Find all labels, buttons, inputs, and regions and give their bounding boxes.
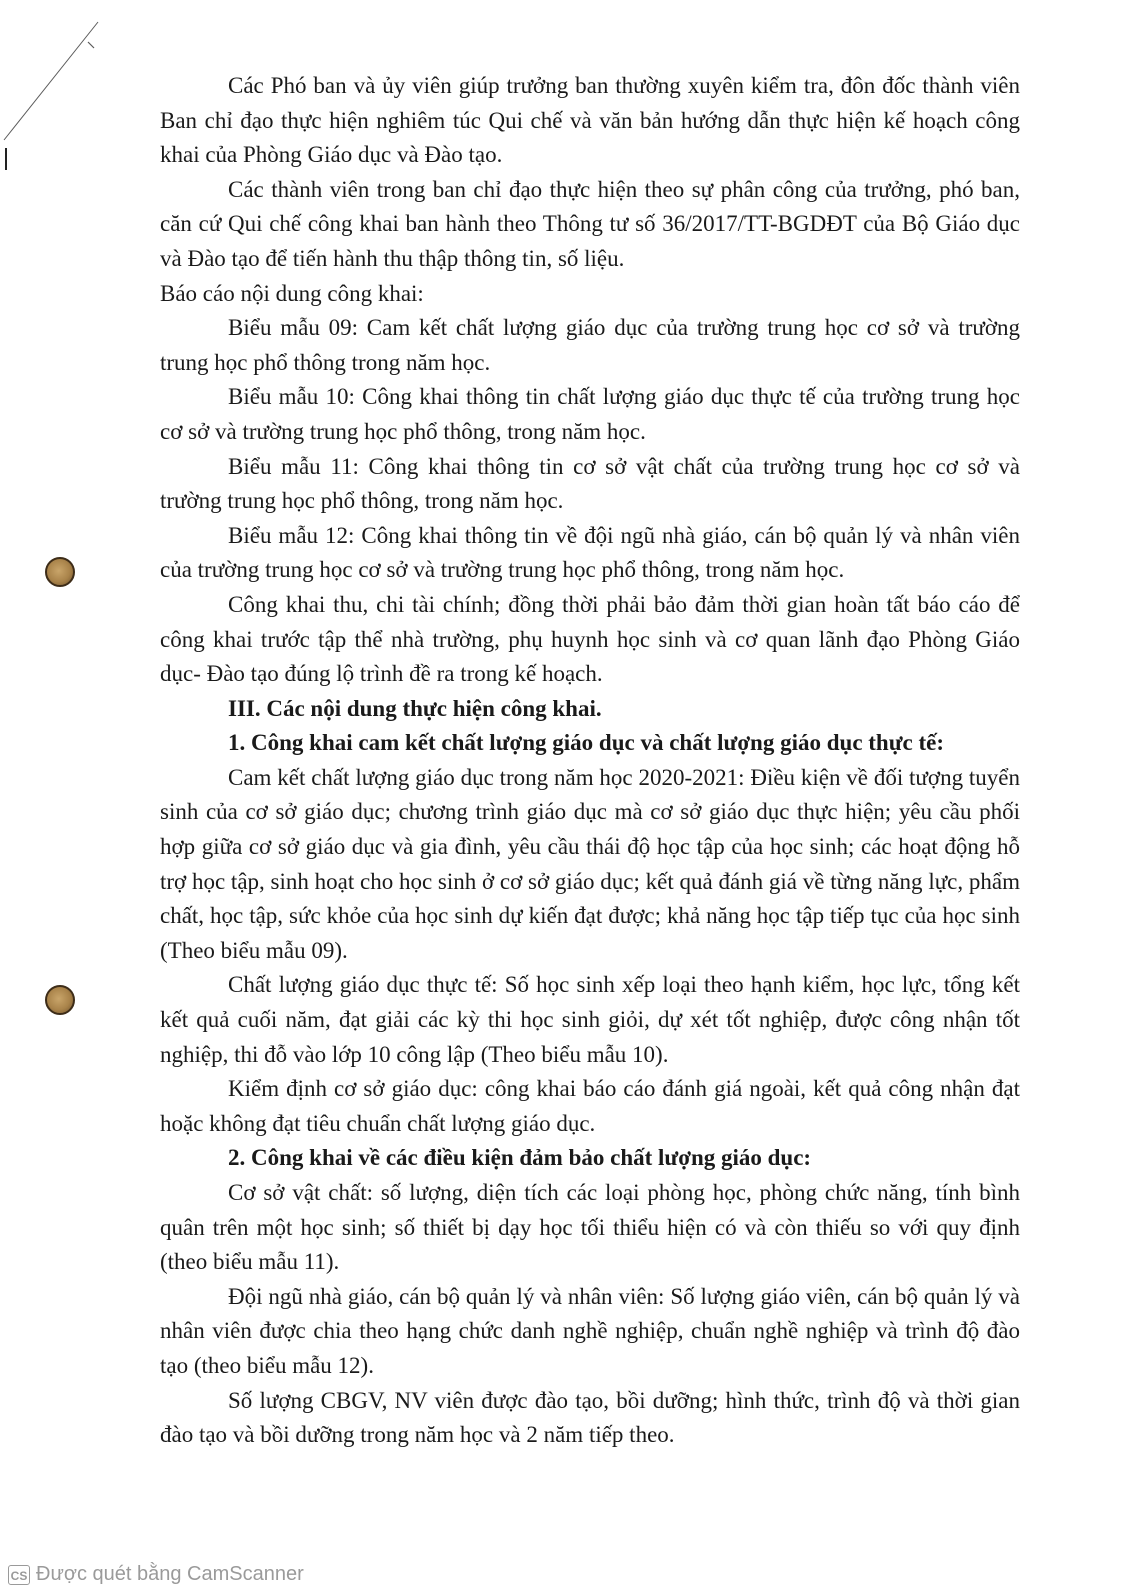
paragraph: Biểu mẫu 11: Công khai thông tin cơ sở vật chất của trường trung học cơ sở và trường trung học phổ thông, trong năm học. bbox=[160, 453, 1020, 514]
camscanner-logo-icon: CS bbox=[8, 1565, 30, 1585]
punch-hole-top bbox=[45, 557, 75, 587]
document-body bbox=[160, 69, 1020, 1453]
paragraph: Công khai thu, chi tài chính; đồng thời phải bảo đảm thời gian hoàn tất báo cáo để công khai trước tập thể nhà trường, phụ huynh học sinh và cơ quan lãnh đạo Phòng Giáo dục- Đào tạo đúng lộ trình đề ra trong kế hoạch. bbox=[160, 591, 1020, 687]
paragraph: Số lượng CBGV, NV viên được đào tạo, bồi dưỡng; hình thức, trình độ và thời gian đào tạo và bồi dưỡng trong năm học và 2 năm tiếp theo. bbox=[160, 1387, 1020, 1448]
punch-hole-bottom bbox=[45, 985, 75, 1015]
paragraph: Cơ sở vật chất: số lượng, diện tích các loại phòng học, phòng chức năng, tính bình quân trên một học sinh; số thiết bị dạy học tối thiểu hiện có và còn thiếu so với quy định (theo biểu mẫu 11). bbox=[160, 1180, 1020, 1275]
paragraph: Cam kết chất lượng giáo dục trong năm học 2020-2021: Điều kiện về đối tượng tuyển sinh của cơ sở giáo dục; chương trình giáo dục mà cơ sở giáo dục thực hiện; yêu cầu phối hợp giữa cơ sở giáo dục và gia đình, yêu cầu thái độ học tập của học sinh; các hoạt động hỗ trợ học tập, sinh hoạt cho học sinh ở cơ sở giáo dục; kết quả đánh giá về từng năng lực, phẩm chất, học tập, sức khỏe của học sinh dự kiến đạt được; khả năng học tập tiếp tục của học sinh (Theo biểu mẫu 09). bbox=[160, 764, 1020, 963]
camscanner-watermark bbox=[8, 1563, 304, 1586]
paragraph: Báo cáo nội dung công khai: bbox=[160, 280, 424, 306]
paragraph: Các Phó ban và ủy viên giúp trưởng ban thường xuyên kiểm tra, đôn đốc thành viên Ban chỉ đạo thực hiện nghiêm túc Qui chế và văn bản hướng dẫn thực hiện kế hoạch công khai của Phòng Giáo dục và Đào tạo. bbox=[160, 73, 1020, 168]
subsection-heading: 2. Công khai về các điều kiện đảm bảo chất lượng giáo dục: bbox=[228, 1145, 812, 1171]
paragraph: Chất lượng giáo dục thực tế: Số học sinh xếp loại theo hạnh kiểm, học lực, tổng kết kết quả cuối năm, đạt giải các kỳ thi học sinh giỏi, dự xét tốt nghiệp, được công nhận tốt nghiệp, thi đỗ vào lớp 10 công lập (Theo biểu mẫu 10). bbox=[160, 972, 1020, 1067]
watermark-text: Được quét bằng CamScanner bbox=[36, 1563, 304, 1585]
paragraph: Đội ngũ nhà giáo, cán bộ quản lý và nhân viên: Số lượng giáo viên, cán bộ quản lý và nhân viên được chia theo hạng chức danh nghề nghiệp, chuẩn nghề nghiệp và trình độ đào tạo (theo biểu mẫu 12). bbox=[160, 1283, 1020, 1378]
subsection-heading: 1. Công khai cam kết chất lượng giáo dục và chất lượng giáo dục thực tế: bbox=[228, 730, 945, 756]
paragraph: Kiểm định cơ sở giáo dục: công khai báo cáo đánh giá ngoài, kết quả công nhận đạt hoặc không đạt tiêu chuẩn chất lượng giáo dục. bbox=[160, 1076, 1020, 1136]
paragraph: Biểu mẫu 12: Công khai thông tin về đội ngũ nhà giáo, cán bộ quản lý và nhân viên của trường trung học cơ sở và trường trung học phổ thông, trong năm học. bbox=[160, 522, 1020, 583]
section-heading: III. Các nội dung thực hiện công khai. bbox=[228, 695, 602, 721]
paragraph: Các thành viên trong ban chỉ đạo thực hiện theo sự phân công của trưởng, phó ban, căn cứ Qui chế công khai ban hành theo Thông tư số 36/2017/TT-BGDĐT của Bộ Giáo dục và Đào tạo để tiến hành thu thập thông tin, số liệu. bbox=[160, 176, 1020, 271]
scan-edge-mark bbox=[0, 0, 110, 170]
paragraph: Biểu mẫu 09: Cam kết chất lượng giáo dục của trường trung học cơ sở và trường trung học phổ thông trong năm học. bbox=[160, 315, 1020, 375]
paragraph: Biểu mẫu 10: Công khai thông tin chất lượng giáo dục thực tế của trường trung học cơ sở và trường trung học phổ thông, trong năm học. bbox=[160, 384, 1020, 444]
